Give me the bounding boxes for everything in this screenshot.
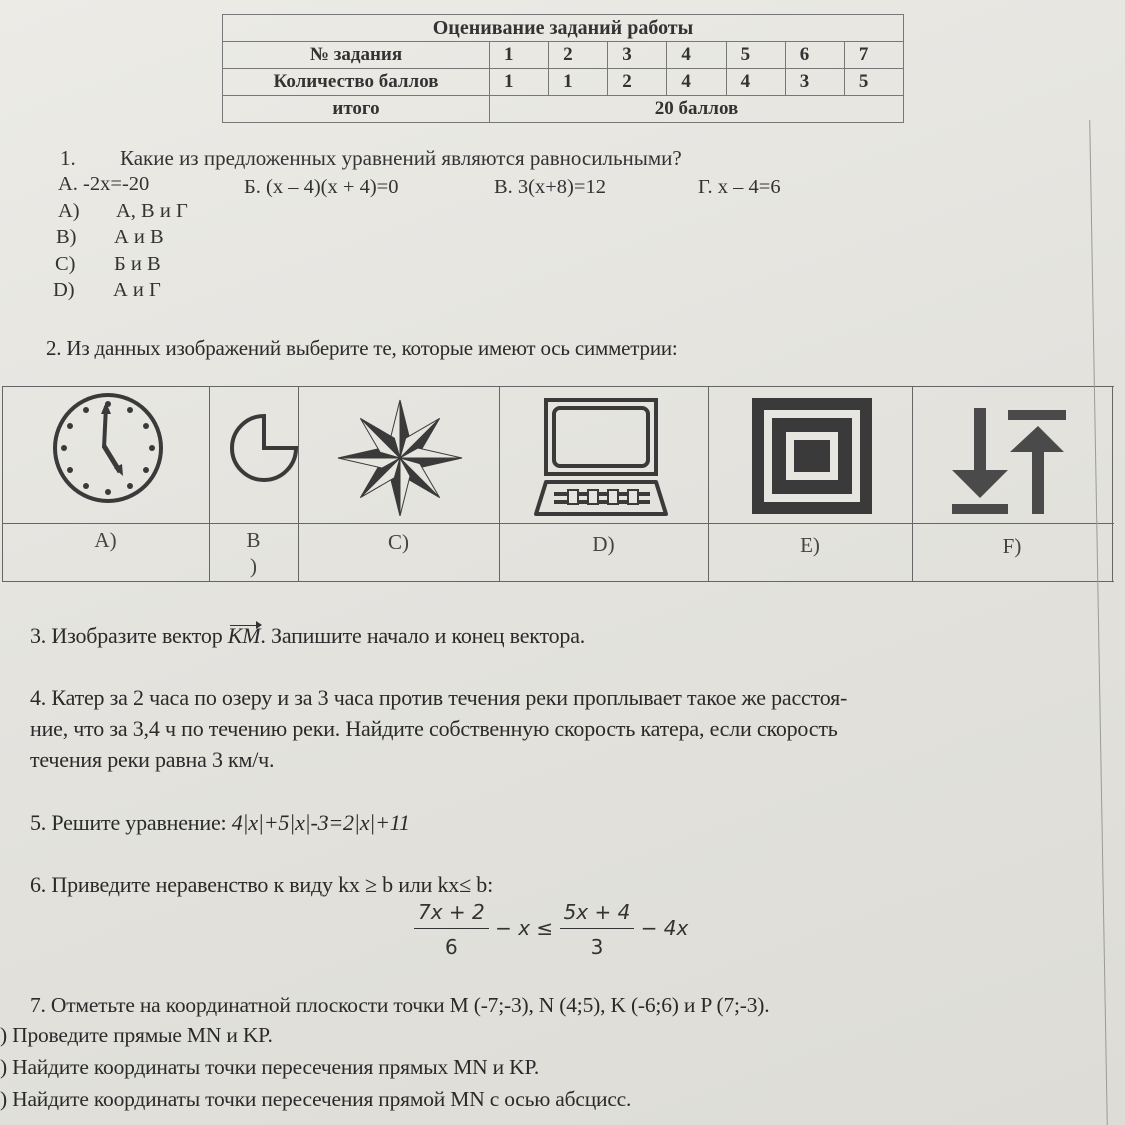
q3-prefix: 3. Изобразите вектор [30,623,228,648]
q1-question: Какие из предложенных уравнений являются равносильными? [120,146,682,170]
task-points: 1 [549,69,608,96]
total-label: итого [223,96,490,123]
q7-question: 7. Отметьте на координатной плоскости точки M (-7;-3), N (4;5), K (-6;6) и P (7;-3). [30,993,770,1017]
task-number: 6 [785,42,844,69]
q3-suffix: . Запишите начало и конец вектора. [260,623,586,648]
q7-subitem: ) Найдите координаты точки пересечения прямой MN с осью абсцисс. [0,1087,632,1111]
lhs-denominator: 6 [445,935,458,959]
task-points: 3 [785,69,844,96]
image-label-f: F) [1002,534,1022,558]
q1-option-key: D) [53,279,75,301]
image-label-b-wrap: ) [250,554,257,578]
inequality-tail: − 4x [640,916,689,940]
image-label-a: A) [94,528,117,552]
sort-arrows-icon [950,406,1068,518]
q1-option-value: Б и В [114,253,161,275]
rhs-denominator: 3 [590,935,604,959]
task-number-label: № задания [223,42,490,69]
q2-question: 2. Из данных изображений выберите те, которые имеют ось симметрии: [46,336,678,360]
clock-icon [48,392,168,504]
task-number: 4 [667,42,726,69]
q6-inequality [414,900,688,959]
task-points: 4 [667,69,726,96]
rhs-numerator: 5x + 4 [560,900,635,929]
q1-option-key: C) [55,253,76,275]
q1-equation-b: Б. (x – 4)(x + 4)=0 [244,176,399,198]
symmetry-images-grid [2,386,1114,582]
q1-equation-v: В. 3(x+8)=12 [494,176,606,198]
task-number: 7 [844,42,903,69]
q1-number: 1. [60,146,76,170]
q4-line-3: течения реки равна 3 км/ч. [30,747,275,772]
eight-point-star-icon [336,398,466,516]
page-edge [1089,120,1108,1125]
lhs-numerator: 7x + 2 [414,900,489,929]
q1-equation-g: Г. x – 4=6 [698,176,781,198]
pie-sector-icon [224,410,304,484]
q7-subitem: ) Проведите прямые MN и KP. [0,1023,273,1047]
task-number: 5 [726,42,785,69]
task-points: 5 [844,69,903,96]
task-number: 1 [490,42,549,69]
image-label-b: B [246,528,261,552]
image-label-c: C) [388,530,409,554]
laptop-icon [532,396,672,518]
q5-question [30,810,410,836]
q7-subitem: ) Найдите координаты точки пересечения прямых MN и KP. [0,1055,540,1079]
score-table [222,14,904,123]
q6-question: 6. Приведите неравенство к виду kx ≥ b или kx≤ b: [30,872,493,897]
q5-equation: 4|x|+5|x|-3=2|x|+11 [231,810,410,835]
q4-line-2: ние, что за 3,4 ч по течению реки. Найдите собственную скорость катера, если скорость [30,716,838,741]
score-table-title: Оценивание заданий работы [223,15,904,42]
image-label-e: E) [800,533,820,557]
q5-prefix: 5. Решите уравнение: [30,810,232,835]
q1-option-value: А, В и Г [116,200,188,222]
task-points: 1 [490,69,549,96]
concentric-squares-icon [750,396,874,516]
image-label-d: D) [592,532,615,556]
q3-question [30,623,585,649]
total-value: 20 баллов [490,96,904,123]
q4-line-1: 4. Катер за 2 часа по озеру и за 3 часа против течения реки проплывает такое же расстоя- [30,685,848,710]
q1-option-value: А и Г [113,279,161,301]
task-points: 2 [608,69,667,96]
q1-option-key: A) [58,200,80,222]
inequality-middle: − x ≤ [495,916,554,940]
task-number: 3 [608,42,667,69]
task-points: 4 [726,69,785,96]
q1-equation-a: А. -2x=-20 [58,173,150,195]
points-label: Количество баллов [223,69,490,96]
q1-option-key: B) [56,226,77,248]
q1-option-value: А и В [114,226,164,248]
task-number: 2 [549,42,608,69]
vector-km: KM [227,623,261,648]
